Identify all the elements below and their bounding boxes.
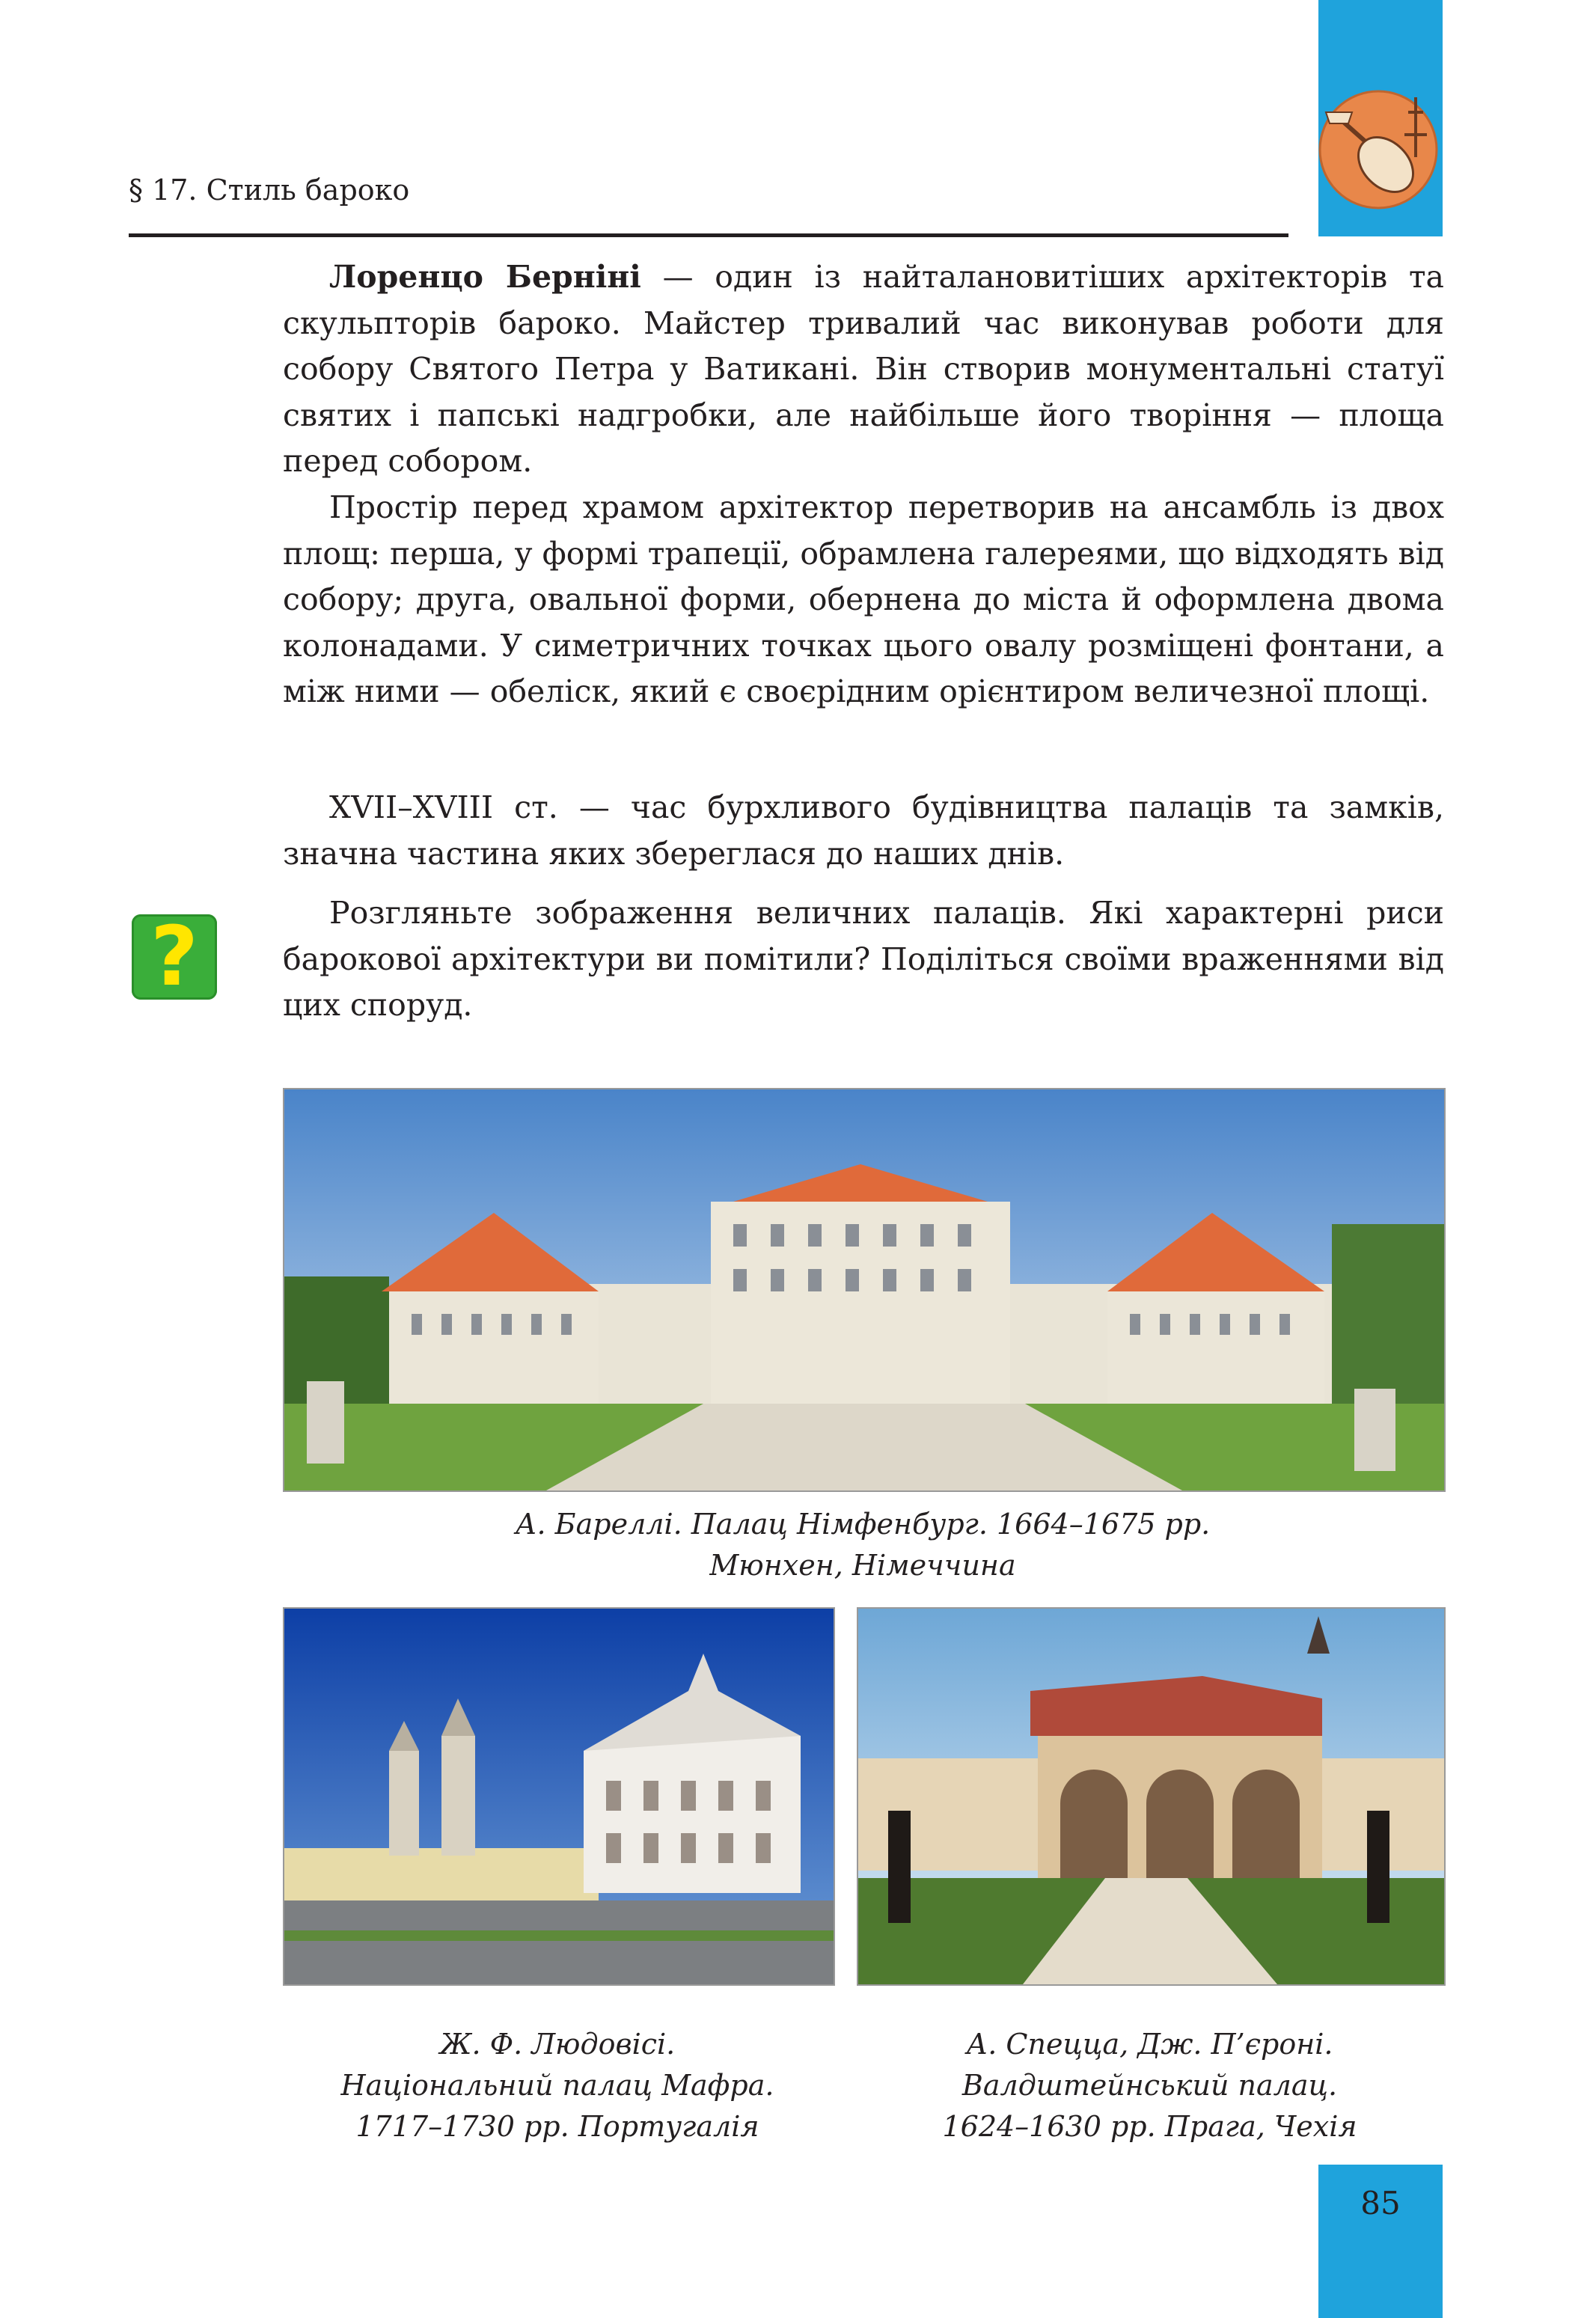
bernini-name: Лоренцо Берніні [329,259,641,295]
caption-line: Мюнхен, Німеччина [709,1549,1016,1582]
page-number: 85 [1360,2185,1401,2221]
running-head: § 17. Стиль бароко [129,174,410,207]
baroque-emblem-icon [1296,67,1446,217]
header-divider [129,233,1288,237]
photo-nymphenburg-palace [283,1088,1446,1492]
caption-line: Національний палац Мафра. [340,2069,774,2102]
caption-line: А. Бареллі. Палац Німфенбург. 1664–1675 рр. [515,1508,1211,1541]
paragraph-centuries: XVII–XVIII ст. — час бурхливого будівництва палаців та замків, значна частина яких збереглася до наших днів. [283,789,1444,872]
question-glyph: ? [150,908,198,1004]
paragraph-bernini [283,254,1444,485]
caption-line: 1717–1730 рр. Португалія [355,2110,759,2143]
caption-line: 1624–1630 рр. Прага, Чехія [942,2110,1357,2143]
caption-wallenstein [857,2024,1443,2147]
photo-wallenstein-palace [857,1607,1446,1986]
paragraph-square: Простір перед храмом архітектор перетворив на ансамбль із двох площ: перша, у формі трапеції, обрамлена галереями, що відходять від собору; друга, овальної форми, обернена до міста й оформлена двома колонадами. У симетричних точках цього овалу розміщені фонтани, а між ними — обеліск, який є своєрідним орієнтиром величезної площі. [283,489,1444,709]
caption-line: Ж. Ф. Людовісі. [439,2028,676,2061]
caption-line: А. Спецца, Дж. П’єроні. [966,2028,1333,2061]
paragraph-bernini-text: — один із найталановитіших архітекторів та скульпторів бароко. Майстер тривалий час виконував роботи для собору Святого Петра у Ватикані. Він створив монументальні статуї святих і папські надгробки, але найбільше його творіння — площа перед собором. [283,259,1444,479]
paragraph-question: Розгляньте зображення величних палаців. Які характерні риси барокової архітектури ви помітили? Поділіться своїми враженнями від цих споруд. [283,895,1444,1023]
caption-mafra [283,2024,832,2147]
photo-mafra-palace [283,1607,835,1986]
caption-line: Валдштейнський палац. [961,2069,1338,2102]
caption-nymphenburg [283,1504,1443,1586]
question-icon [132,908,217,1004]
